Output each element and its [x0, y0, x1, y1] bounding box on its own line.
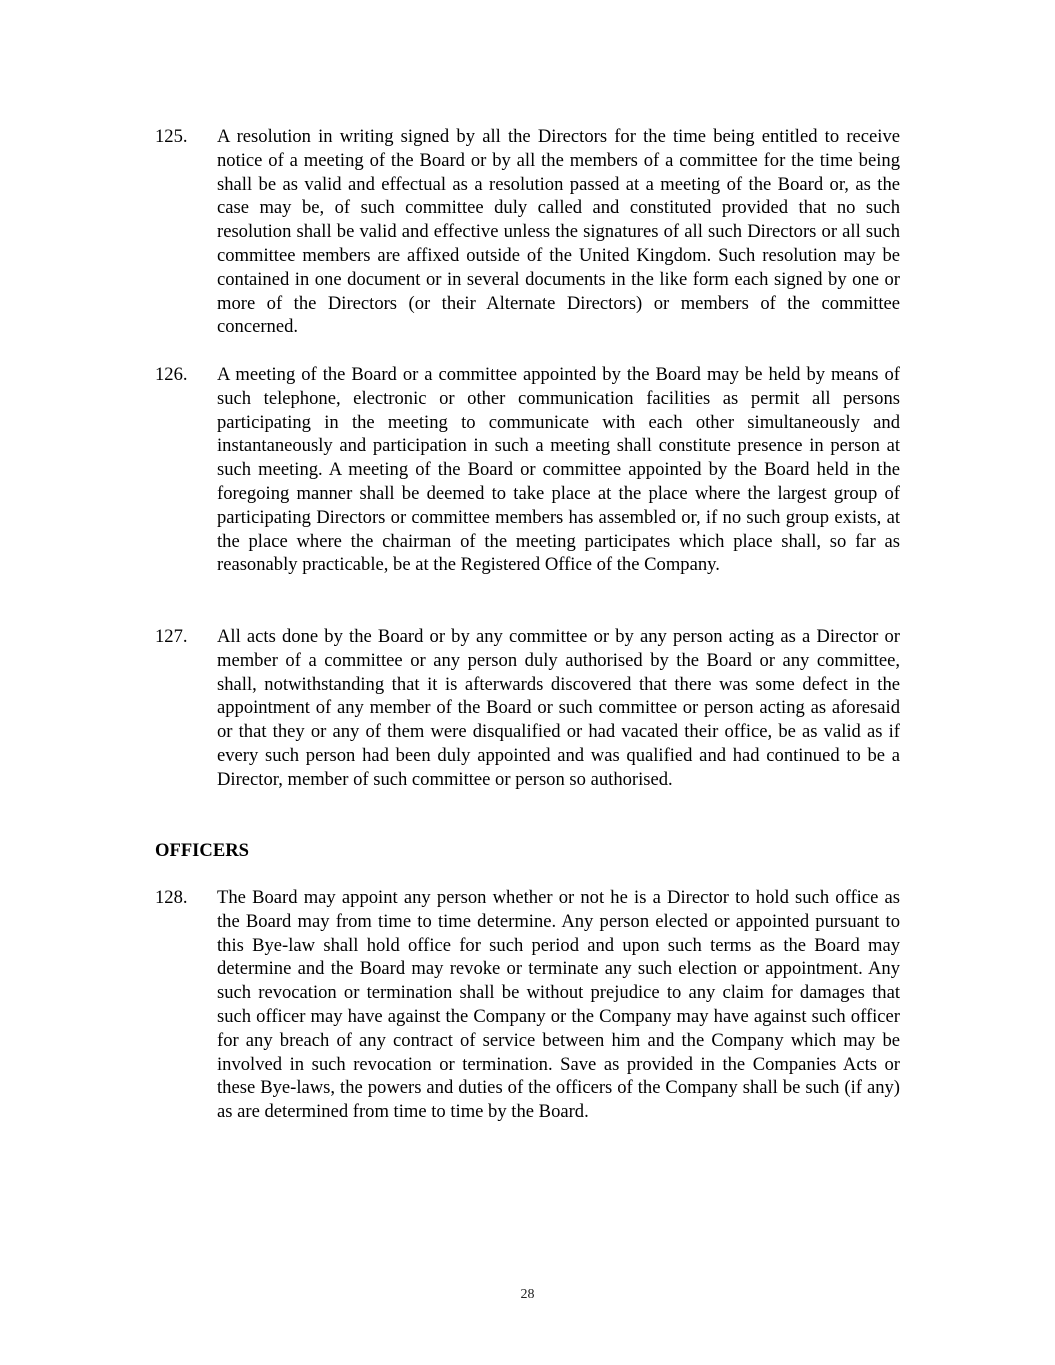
clause-number: 126. [155, 364, 188, 385]
clause-number: 125. [155, 126, 188, 147]
clause-number: 128. [155, 887, 188, 908]
clause-127 [155, 625, 900, 792]
clause-text: A meeting of the Board or a committee appointed by the Board may be held by means of such telephone, electronic or other communication facilities as permit all persons participating in the meeting to communicate with each other simultaneously and instantaneously and participation in such a meeting shall constitute presence in person at such meeting. A meeting of the Board or committee appointed by the Board held in the foregoing manner shall be deemed to take place at the place where the largest group of participating Directors or committee members has assembled or, if no such group exists, at the place where the chairman of the meeting participates which place shall, so far as reasonably practicable, be at the Registered Office of the Company. [217, 364, 900, 576]
clause-126 [155, 363, 900, 577]
clause-number: 127. [155, 626, 188, 647]
clause-128 [155, 886, 900, 1124]
page-number: 28 [520, 1287, 535, 1302]
clause-text: A resolution in writing signed by all the Directors for the time being entitled to receive notice of a meeting of the Board or by all the members of a committee for the time being shall be as valid and effectual as a resolution passed at a meeting of the Board or, as the case may be, of such committee duly called and constituted provided that no such resolution shall be valid and effective unless the signatures of all such Directors or all such committee members are affixed outside of the United Kingdom. Such resolution may be contained in one document or in several documents in the like form each signed by one or more of the Directors (or their Alternate Directors) or members of the committee concerned. [217, 126, 900, 338]
clause-text: All acts done by the Board or by any committee or by any person acting as a Director or member of a committee or any person duly authorised by the Board or any committee, shall, notwithstanding that it is afterwards discovered that there was some defect in the appointment of any member of the Board or such committee or person acting as aforesaid or that they or any of them were disqualified or had vacated their office, be as valid as if every such person had been duly appointed and was qualified and had continued to be a Director, member of such committee or person so authorised. [217, 626, 900, 790]
clause-text: The Board may appoint any person whether or not he is a Director to hold such office as the Board may from time to time determine. Any person elected or appointed pursuant to this Bye-law shall hold office for such period and upon such terms as the Board may determine and the Board may revoke or terminate any such election or appointment. Any such revocation or termination shall be without prejudice to any claim for damages that such officer may have against the Company or the Company may have against such officer for any breach of any contract of service between him and the Company which may be involved in such revocation or termination. Save as provided in the Companies Acts or these Bye-laws, the powers and duties of the officers of the Company shall be such (if any) as are determined from time to time by the Board. [217, 887, 900, 1123]
clause-125 [155, 125, 900, 339]
section-heading: OFFICERS [155, 840, 250, 861]
